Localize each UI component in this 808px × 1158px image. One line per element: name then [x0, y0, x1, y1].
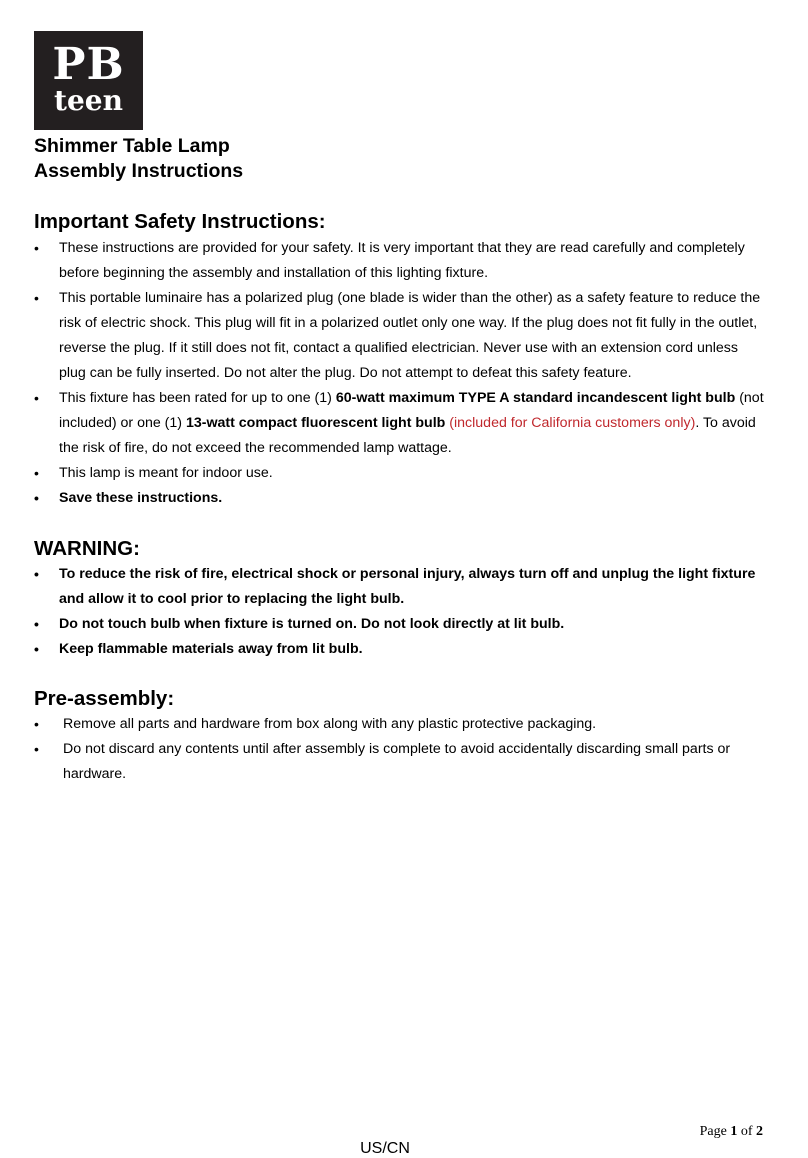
current-page: 1: [730, 1124, 738, 1139]
california-note: (included for California customers only): [449, 415, 696, 431]
preassembly-item: • Do not discard any contents until after assembly is complete to avoid accidentally discarding small parts or hardware.: [34, 737, 764, 787]
logo-pb-text: PB: [52, 39, 125, 90]
safety-heading: Important Safety Instructions:: [34, 210, 326, 233]
preassembly-item: • Remove all parts and hardware from box along with any plastic protective packaging.: [34, 712, 764, 737]
safety-item: • These instructions are provided for your safety. It is very important that they are read carefully and completely before beginning the assembly and installation of this lighting fixture.: [34, 236, 764, 286]
document-title: [34, 134, 243, 184]
document-subtitle: Assembly Instructions: [34, 160, 244, 182]
safety-item: • This lamp is meant for indoor use.: [34, 461, 764, 486]
safety-list: [34, 236, 764, 511]
total-pages: 2: [756, 1124, 763, 1139]
warning-item: • To reduce the risk of fire, electrical shock or personal injury, always turn off and unplug the light fixture and allow it to cool prior to replacing the light bulb.: [34, 562, 764, 612]
preassembly-list: [34, 712, 764, 787]
text: . To avoid the risk of fire, do not exceed the recommended lamp wattage.: [59, 415, 756, 456]
warning-item: • Do not touch bulb when fixture is turned on. Do not look directly at lit bulb.: [34, 612, 764, 637]
safety-item: • Save these instructions.: [34, 486, 764, 511]
page-label: Page: [699, 1124, 727, 1139]
warning-item: • Keep flammable materials away from lit bulb.: [34, 637, 764, 662]
page-of: of: [740, 1124, 753, 1139]
text: This fixture has been rated for up to one (1): [59, 390, 336, 406]
warning-heading: WARNING:: [34, 537, 140, 560]
region-footer: US/CN: [360, 1140, 410, 1157]
bold-text: 60-watt maximum TYPE A standard incandescent light bulb: [335, 390, 736, 406]
product-name: Shimmer Table Lamp: [34, 135, 230, 157]
preassembly-heading: Pre-assembly:: [34, 687, 175, 710]
text: (not included) or one (1): [59, 390, 764, 431]
warning-list: [34, 562, 764, 662]
pbteen-logo: [34, 31, 143, 130]
safety-item-bulb-rating: [34, 386, 764, 461]
logo-teen-text: teen: [54, 84, 123, 117]
safety-item: • This portable luminaire has a polarized plug (one blade is wider than the other) as a safety feature to reduce the risk of electric shock. This plug will fit in a polarized outlet only one way. If the plug does not fit fully in the outlet, reverse the plug. If it still does not fit, contact a qualified electrician. Never use with an extension cord unless plug can be fully inserted. Do not alter the plug. Do not attempt to defeat this safety feature.: [34, 286, 764, 386]
page-number: [700, 1124, 763, 1140]
bold-text: 13-watt compact fluorescent light bulb: [185, 415, 446, 431]
